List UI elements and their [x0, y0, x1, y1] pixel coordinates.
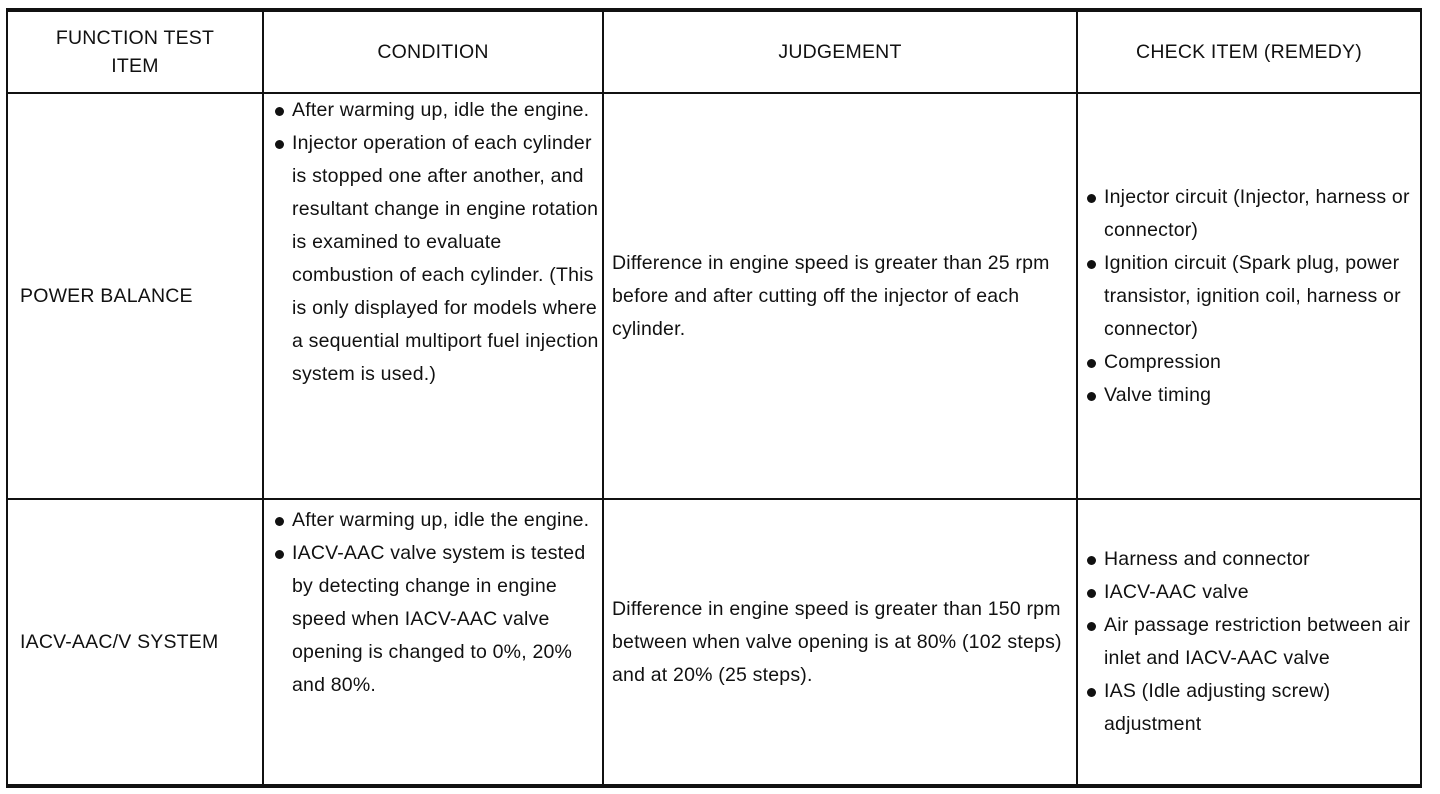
list-item: After warming up, idle the engine.	[272, 94, 602, 127]
header-condition: CONDITION	[263, 10, 603, 93]
list-item: Injector operation of each cylinder is stopped one after another, and resultant change in engine rotation is examined to evaluate combustion of each cylinder. (This is only displayed for models where a sequential multiport fuel injection system is used.)	[272, 127, 602, 391]
list-item: IACV-AAC valve	[1084, 576, 1420, 609]
function-test-item-cell: POWER BALANCE	[7, 93, 263, 499]
header-row	[7, 10, 1421, 93]
list-item: Harness and connector	[1084, 543, 1420, 576]
condition-list	[272, 94, 602, 391]
judgement-cell: Difference in engine speed is greater than 25 rpm before and after cutting off the injector of each cylinder.	[603, 93, 1077, 499]
condition-cell	[263, 93, 603, 499]
list-item: After warming up, idle the engine.	[272, 504, 602, 537]
list-item: IAS (Idle adjusting screw) adjustment	[1084, 675, 1420, 741]
condition-list	[272, 504, 602, 702]
header-check-item: CHECK ITEM (REMEDY)	[1077, 10, 1421, 93]
header-function-test-item	[7, 10, 263, 93]
check-item-list	[1084, 543, 1420, 741]
condition-cell	[263, 499, 603, 786]
list-item: Compression	[1084, 346, 1420, 379]
list-item: IACV-AAC valve system is tested by detecting change in engine speed when IACV-AAC valve opening is changed to 0%, 20% and 80%.	[272, 537, 602, 702]
list-item: Air passage restriction between air inlet and IACV-AAC valve	[1084, 609, 1420, 675]
header-item-label: FUNCTION TEST ITEM	[55, 27, 215, 77]
list-item: Valve timing	[1084, 379, 1420, 412]
function-test-table	[6, 8, 1422, 788]
list-item: Ignition circuit (Spark plug, power transistor, ignition coil, harness or connector)	[1084, 247, 1420, 346]
check-item-list	[1084, 181, 1420, 412]
table-row	[7, 499, 1421, 786]
table-row	[7, 93, 1421, 499]
function-test-item-label: IACV-AAC/V SYSTEM	[20, 630, 219, 653]
function-test-item-cell	[7, 499, 263, 786]
header-judgement: JUDGEMENT	[603, 10, 1077, 93]
judgement-cell: Difference in engine speed is greater than 150 rpm between when valve opening is at 80% (102 steps) and at 20% (25 steps).	[603, 499, 1077, 786]
list-item: Injector circuit (Injector, harness or connector)	[1084, 181, 1420, 247]
check-item-cell	[1077, 499, 1421, 786]
check-item-cell	[1077, 93, 1421, 499]
